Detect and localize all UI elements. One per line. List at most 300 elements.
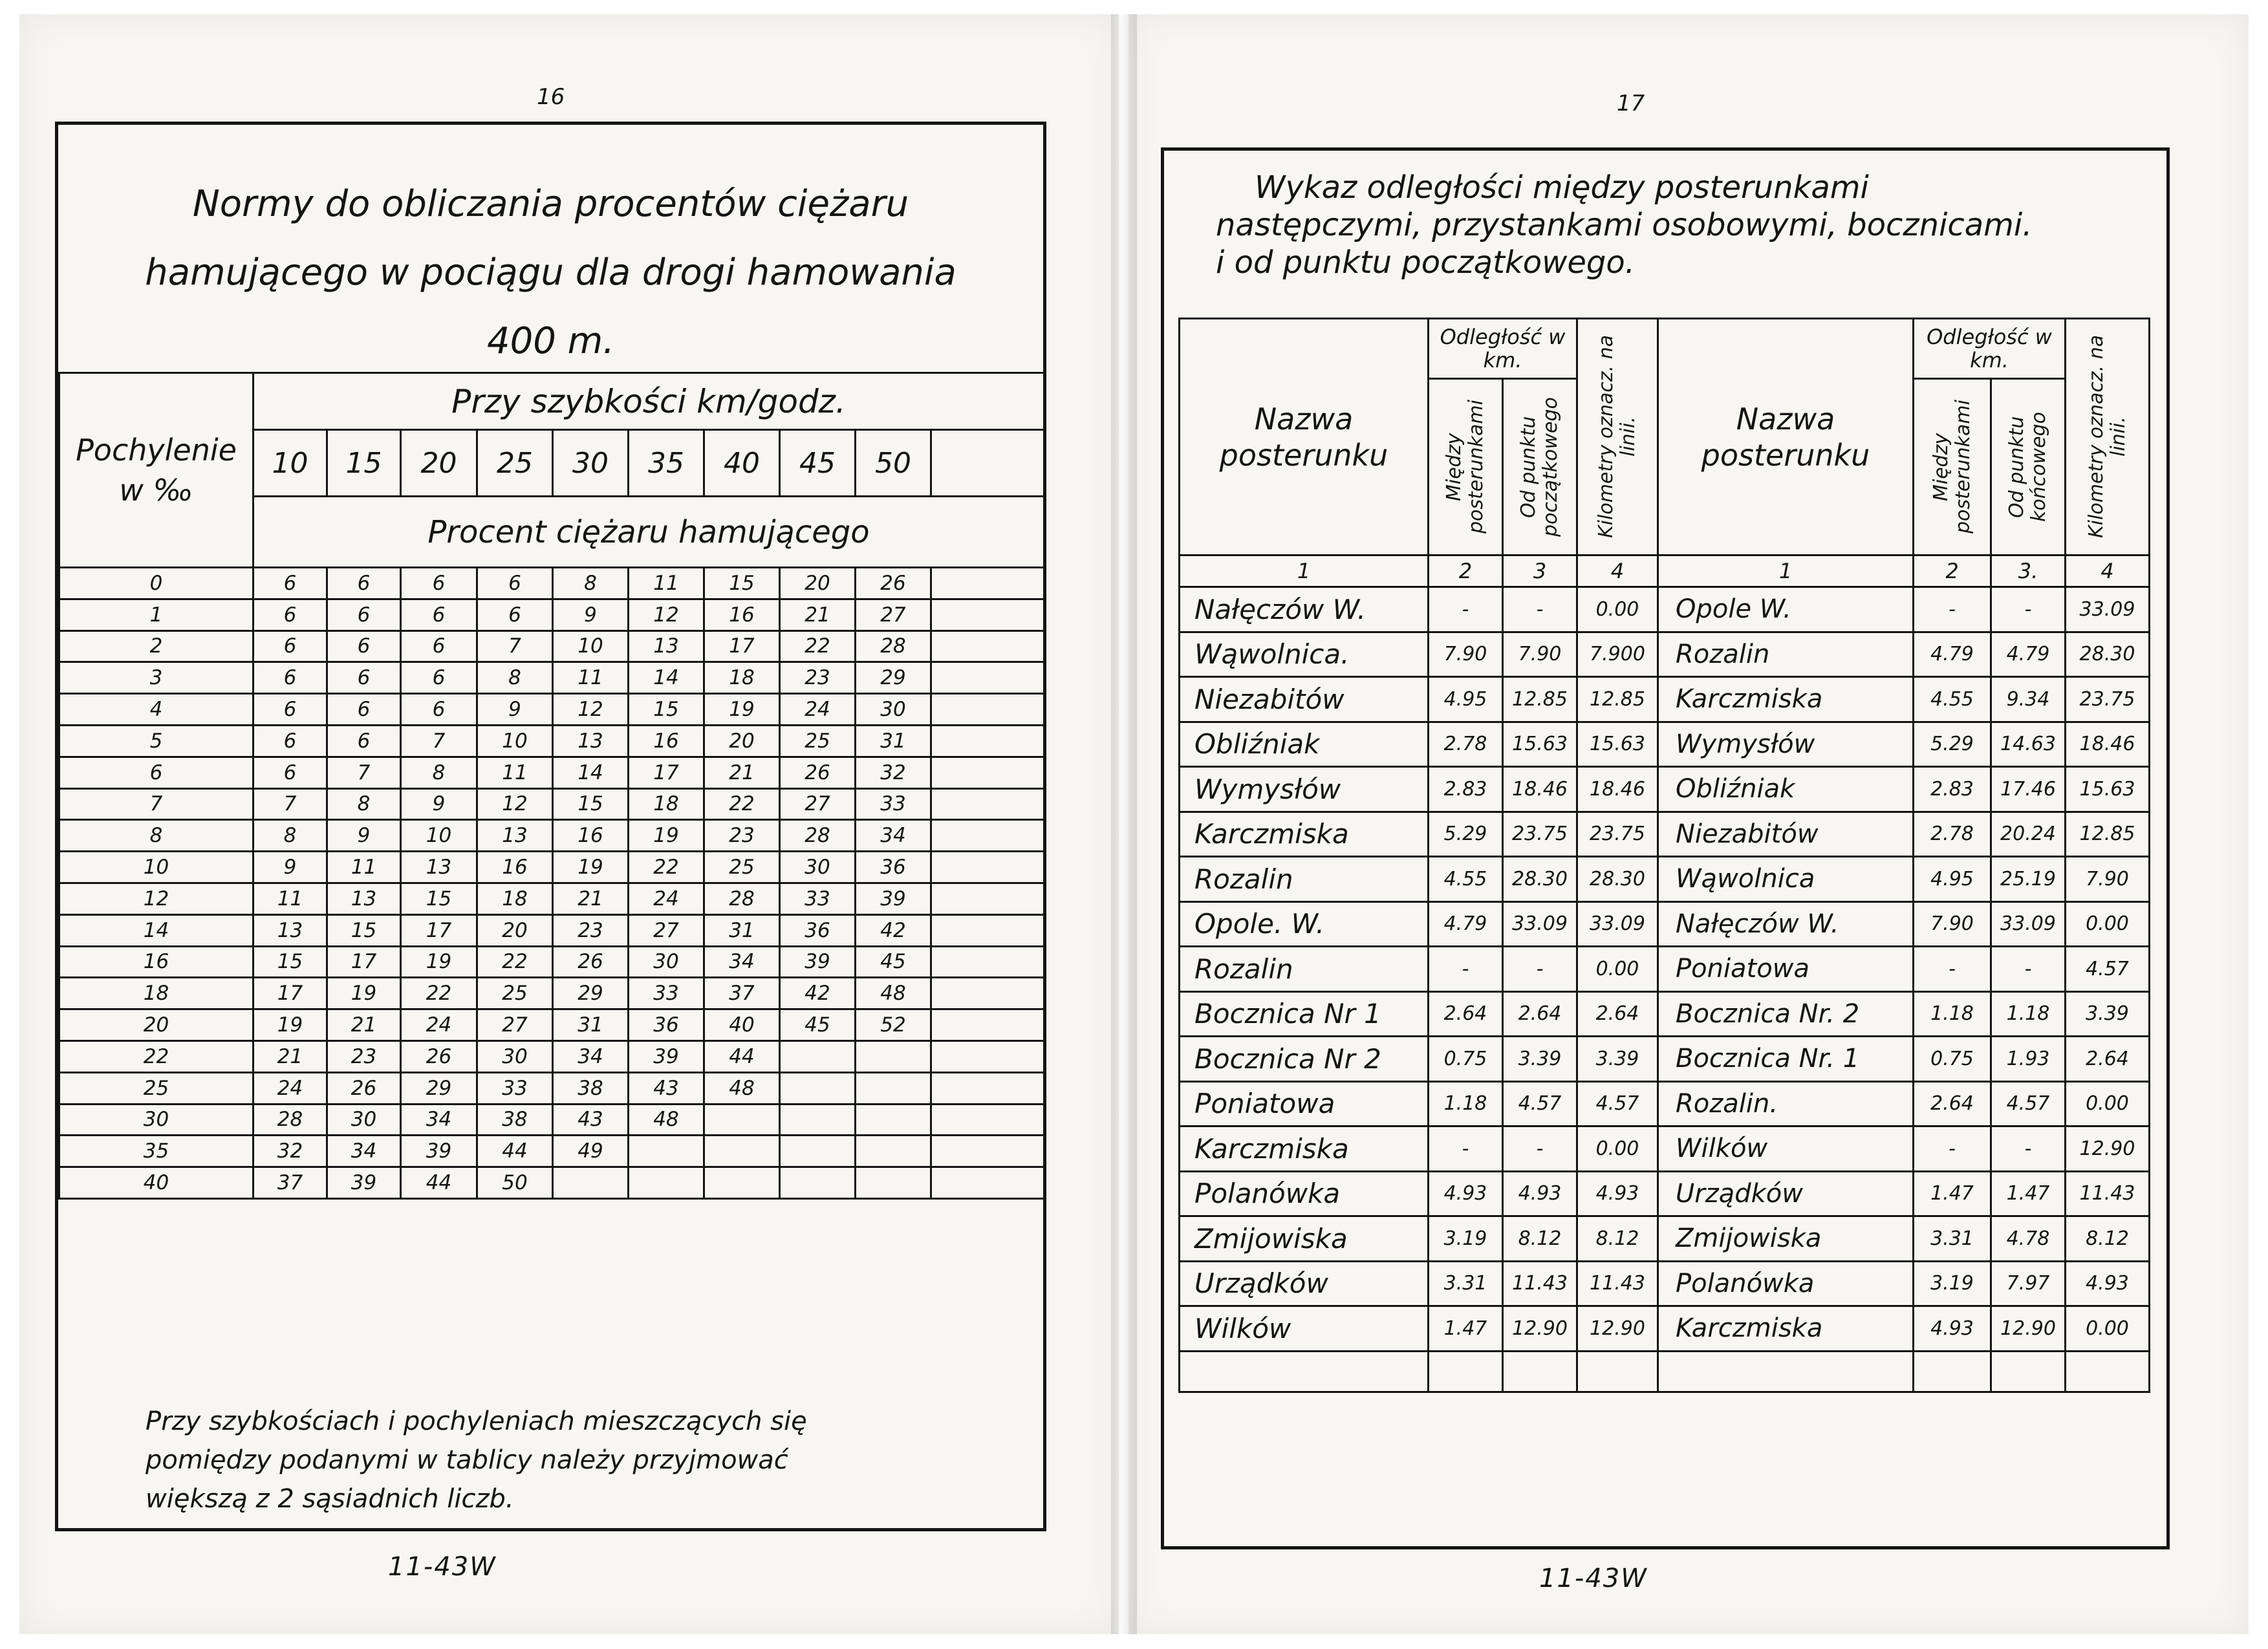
percent-cell: 8 xyxy=(553,568,629,599)
percent-cell: 32 xyxy=(254,1136,327,1167)
empty-cell xyxy=(931,788,1044,820)
percent-cell: 44 xyxy=(477,1136,553,1167)
percent-cell: 28 xyxy=(704,883,780,914)
distance-cell: 14.63 xyxy=(1991,722,2066,767)
percent-cell: 33 xyxy=(629,978,704,1009)
empty-cell xyxy=(931,978,1044,1009)
percent-cell xyxy=(780,1072,856,1104)
percent-cell: 33 xyxy=(856,788,931,820)
empty-cell xyxy=(1991,1351,2066,1392)
empty-cell xyxy=(931,1072,1044,1104)
percent-cell: 21 xyxy=(704,757,780,788)
braking-norms-title xyxy=(58,170,1043,376)
percent-cell xyxy=(780,1040,856,1072)
percent-cell: 34 xyxy=(327,1136,401,1167)
note-line-3: większą z 2 sąsiadnich liczb. xyxy=(146,1484,514,1514)
percent-cell: 45 xyxy=(780,1009,856,1041)
percent-cell xyxy=(856,1104,931,1136)
percent-cell xyxy=(856,1072,931,1104)
grade-cell: 25 xyxy=(59,1072,254,1104)
table-row xyxy=(59,1104,1044,1136)
colnum: 2 xyxy=(1914,555,1991,587)
percent-cell: 43 xyxy=(553,1104,629,1136)
distance-cell: 15.63 xyxy=(1503,722,1577,767)
percent-cell: 34 xyxy=(553,1040,629,1072)
percent-cell: 37 xyxy=(704,978,780,1009)
distance-cell: 2.64 xyxy=(1914,1081,1991,1126)
percent-cell: 34 xyxy=(704,946,780,978)
distance-cell: 0.00 xyxy=(2066,901,2150,947)
table-row xyxy=(59,883,1044,914)
distance-cell: - xyxy=(1503,587,1577,632)
empty-cell xyxy=(1658,1351,1914,1392)
grade-cell: 20 xyxy=(59,1009,254,1041)
percent-cell: 12 xyxy=(553,694,629,726)
distance-cell: - xyxy=(1429,947,1503,992)
percent-cell: 26 xyxy=(327,1072,401,1104)
percent-cell: 24 xyxy=(254,1072,327,1104)
colnum: 1 xyxy=(1658,555,1914,587)
distance-cell: 4.57 xyxy=(1503,1081,1577,1126)
distance-cell: 3.39 xyxy=(2066,991,2150,1037)
distance-cell: 12.90 xyxy=(2066,1126,2150,1172)
distance-cell: 15.63 xyxy=(1577,722,1658,767)
distance-cell: 28.30 xyxy=(1577,857,1658,902)
percent-cell: 17 xyxy=(254,978,327,1009)
distance-cell: 33.09 xyxy=(2066,587,2150,632)
grade-header: Pochylenie w ‰ xyxy=(59,373,254,568)
percent-cell xyxy=(780,1104,856,1136)
table-row xyxy=(59,568,1044,599)
station-name-cell: Polanówka xyxy=(1658,1261,1914,1306)
distance-cell: - xyxy=(1991,587,2066,632)
percent-cell: 6 xyxy=(254,630,327,662)
percent-cell: 10 xyxy=(477,725,553,757)
percent-cell: 19 xyxy=(401,946,477,978)
percent-cell: 39 xyxy=(629,1040,704,1072)
grade-cell: 40 xyxy=(59,1167,254,1199)
percent-cell: 13 xyxy=(629,630,704,662)
distance-cell: - xyxy=(1914,587,1991,632)
km-header-right: Kilometry oznacz. na linii. xyxy=(2066,319,2150,555)
table-row xyxy=(1180,767,2150,812)
distance-cell: 1.18 xyxy=(1429,1081,1503,1126)
percent-cell: 49 xyxy=(553,1136,629,1167)
percent-cell: 24 xyxy=(629,883,704,914)
percent-cell xyxy=(629,1167,704,1199)
percent-cell: 6 xyxy=(477,568,553,599)
percent-cell: 6 xyxy=(327,599,401,630)
station-name-cell: Poniatowa xyxy=(1658,947,1914,992)
distance-cell: 4.57 xyxy=(1577,1081,1658,1126)
percent-cell: 31 xyxy=(856,725,931,757)
speed-header: Przy szybkości km/godz. xyxy=(254,373,1044,430)
percent-cell xyxy=(704,1104,780,1136)
percent-cell: 13 xyxy=(477,820,553,852)
percent-cell: 20 xyxy=(477,914,553,946)
distance-cell: 23.75 xyxy=(1577,812,1658,857)
percent-cell: 6 xyxy=(254,725,327,757)
percent-cell: 17 xyxy=(327,946,401,978)
percent-cell: 9 xyxy=(401,788,477,820)
percent-cell: 31 xyxy=(553,1009,629,1041)
percent-cell: 8 xyxy=(477,662,553,694)
distance-cell: 8.12 xyxy=(1577,1216,1658,1262)
station-name-cell: Karczmiska xyxy=(1180,812,1429,857)
grade-cell: 35 xyxy=(59,1136,254,1167)
speed-cell: 50 xyxy=(856,430,931,497)
percent-cell: 8 xyxy=(254,820,327,852)
station-name-cell: Obliźniak xyxy=(1180,722,1429,767)
empty-cell xyxy=(931,725,1044,757)
grade-cell: 10 xyxy=(59,852,254,883)
footer-code-left: 11-43W xyxy=(388,1552,497,1582)
distance-cell: 33.09 xyxy=(1577,901,1658,947)
percent-cell: 48 xyxy=(704,1072,780,1104)
grade-cell: 3 xyxy=(59,662,254,694)
percent-cell: 23 xyxy=(704,820,780,852)
percent-cell: 20 xyxy=(704,725,780,757)
station-name-cell: Niezabitów xyxy=(1180,677,1429,722)
percent-cell: 8 xyxy=(401,757,477,788)
table-row xyxy=(1180,1306,2150,1352)
percent-cell: 23 xyxy=(553,914,629,946)
table-row xyxy=(59,788,1044,820)
station-name-cell: Nałęczów W. xyxy=(1658,901,1914,947)
percent-cell: 12 xyxy=(629,599,704,630)
percent-cell: 50 xyxy=(477,1167,553,1199)
percent-cell: 45 xyxy=(856,946,931,978)
distance-cell: 1.93 xyxy=(1991,1037,2066,1082)
station-name-cell: Polanówka xyxy=(1180,1171,1429,1216)
table-row xyxy=(1180,812,2150,857)
percent-cell: 9 xyxy=(327,820,401,852)
percent-cell: 27 xyxy=(477,1009,553,1041)
name-header-left: Nazwa posterunku xyxy=(1180,319,1429,555)
empty-cell xyxy=(931,662,1044,694)
distance-cell: 0.00 xyxy=(2066,1306,2150,1352)
percent-cell: 52 xyxy=(856,1009,931,1041)
table-row xyxy=(1180,632,2150,677)
distance-cell: 3.39 xyxy=(1577,1037,1658,1082)
distance-cell: 15.63 xyxy=(2066,767,2150,812)
percent-cell: 38 xyxy=(553,1072,629,1104)
percent-cell: 16 xyxy=(553,820,629,852)
table-row xyxy=(59,1136,1044,1167)
empty-cell xyxy=(931,1104,1044,1136)
station-name-cell: Urządków xyxy=(1658,1171,1914,1216)
table-row xyxy=(59,978,1044,1009)
grade-cell: 7 xyxy=(59,788,254,820)
percent-cell: 19 xyxy=(327,978,401,1009)
distance-cell: 12.85 xyxy=(1503,677,1577,722)
percent-cell: 21 xyxy=(553,883,629,914)
distance-cell: - xyxy=(1991,947,2066,992)
empty-cell xyxy=(931,630,1044,662)
colnum: 3 xyxy=(1503,555,1577,587)
table-row xyxy=(1180,1126,2150,1172)
table-row xyxy=(1180,1261,2150,1306)
distance-cell: 0.00 xyxy=(1577,587,1658,632)
distance-cell: 2.64 xyxy=(2066,1037,2150,1082)
percent-cell: 32 xyxy=(856,757,931,788)
percent-cell: 8 xyxy=(327,788,401,820)
percent-cell: 13 xyxy=(254,914,327,946)
percent-cell: 16 xyxy=(629,725,704,757)
percent-cell: 6 xyxy=(401,662,477,694)
percent-cell: 33 xyxy=(780,883,856,914)
speed-cell: 10 xyxy=(254,430,327,497)
colnum: 2 xyxy=(1429,555,1503,587)
distance-cell: 8.12 xyxy=(2066,1216,2150,1262)
distance-list-frame xyxy=(1161,147,2170,1549)
percent-cell: 27 xyxy=(780,788,856,820)
empty-cell xyxy=(931,568,1044,599)
station-name-cell: Opole. W. xyxy=(1180,901,1429,947)
table-row xyxy=(59,946,1044,978)
distance-cell: 1.47 xyxy=(1991,1171,2066,1216)
distance-cell: 11.43 xyxy=(2066,1171,2150,1216)
percent-cell: 28 xyxy=(856,630,931,662)
percent-cell: 14 xyxy=(553,757,629,788)
distance-cell: 7.90 xyxy=(1914,901,1991,947)
station-name-cell: Karczmiska xyxy=(1658,1306,1914,1352)
percent-cell: 6 xyxy=(254,599,327,630)
distance-cell: 11.43 xyxy=(1503,1261,1577,1306)
percent-cell: 6 xyxy=(327,694,401,726)
percent-cell: 15 xyxy=(704,568,780,599)
grade-cell: 12 xyxy=(59,883,254,914)
station-name-cell: Bocznica Nr 1 xyxy=(1180,991,1429,1037)
distance-cell: 28.30 xyxy=(2066,632,2150,677)
station-name-cell: Bocznica Nr. 2 xyxy=(1658,991,1914,1037)
distance-cell: 3.19 xyxy=(1429,1216,1503,1262)
percent-cell xyxy=(629,1136,704,1167)
note-line-2: pomiędzy podanymi w tablicy należy przyjmować xyxy=(146,1445,788,1475)
percent-cell: 44 xyxy=(401,1167,477,1199)
grade-cell: 0 xyxy=(59,568,254,599)
distance-cell: 12.90 xyxy=(1991,1306,2066,1352)
distance-cell: - xyxy=(1429,1126,1503,1172)
footer-code-right: 11-43W xyxy=(1539,1564,1648,1593)
distance-cell: 18.46 xyxy=(2066,722,2150,767)
grade-cell: 18 xyxy=(59,978,254,1009)
empty-cell xyxy=(931,1009,1044,1041)
percent-cell: 29 xyxy=(856,662,931,694)
percent-cell: 26 xyxy=(856,568,931,599)
distance-cell: 28.30 xyxy=(1503,857,1577,902)
percent-cell: 6 xyxy=(401,599,477,630)
percent-cell: 43 xyxy=(629,1072,704,1104)
title-line-3: 400 m. xyxy=(486,320,615,362)
station-name-cell: Rozalin xyxy=(1658,632,1914,677)
empty-cell xyxy=(1503,1351,1577,1392)
station-name-cell: Karczmiska xyxy=(1180,1126,1429,1172)
table-row xyxy=(59,1072,1044,1104)
percent-cell: 34 xyxy=(856,820,931,852)
table-row xyxy=(1180,1081,2150,1126)
percent-cell: 37 xyxy=(254,1167,327,1199)
percent-cell xyxy=(856,1040,931,1072)
distance-table-body xyxy=(1180,587,2150,1392)
table-row xyxy=(59,630,1044,662)
distance-cell: 12.85 xyxy=(2066,812,2150,857)
station-name-cell: Bocznica Nr. 1 xyxy=(1658,1037,1914,1082)
distance-cell: 4.78 xyxy=(1991,1216,2066,1262)
percent-cell: 11 xyxy=(553,662,629,694)
distance-cell: 4.93 xyxy=(1914,1306,1991,1352)
distance-cell: 23.75 xyxy=(2066,677,2150,722)
distance-cell: 9.34 xyxy=(1991,677,2066,722)
colnum: 1 xyxy=(1180,555,1429,587)
percent-cell: 26 xyxy=(780,757,856,788)
table-row xyxy=(59,852,1044,883)
percent-cell: 19 xyxy=(704,694,780,726)
empty-cell xyxy=(931,430,1044,497)
distance-table xyxy=(1178,318,2150,1393)
percent-cell: 6 xyxy=(327,568,401,599)
percent-cell: 22 xyxy=(780,630,856,662)
distance-cell: 4.57 xyxy=(2066,947,2150,992)
empty-cell xyxy=(931,757,1044,788)
percent-cell: 17 xyxy=(401,914,477,946)
distance-cell: 4.79 xyxy=(1429,901,1503,947)
percent-cell: 6 xyxy=(401,630,477,662)
percent-cell: 22 xyxy=(477,946,553,978)
percent-cell: 14 xyxy=(629,662,704,694)
percent-cell: 39 xyxy=(401,1136,477,1167)
percent-cell: 20 xyxy=(780,568,856,599)
grade-cell: 14 xyxy=(59,914,254,946)
title-line-1: Wykaz odległości między posterunkami xyxy=(1255,169,1869,206)
title-line-2: następczymi, przystankami osobowymi, bocznicami. xyxy=(1216,207,2033,243)
percent-cell: 25 xyxy=(780,725,856,757)
percent-cell: 7 xyxy=(254,788,327,820)
distance-cell: 4.93 xyxy=(2066,1261,2150,1306)
distance-cell: 5.29 xyxy=(1429,812,1503,857)
table-row xyxy=(59,1009,1044,1041)
table-row xyxy=(1180,722,2150,767)
distance-cell: 11.43 xyxy=(1577,1261,1658,1306)
percent-cell: 27 xyxy=(629,914,704,946)
distance-cell: 3.31 xyxy=(1429,1261,1503,1306)
grade-cell: 1 xyxy=(59,599,254,630)
percent-cell xyxy=(856,1136,931,1167)
grade-cell: 8 xyxy=(59,820,254,852)
distance-cell: 2.64 xyxy=(1429,991,1503,1037)
station-name-cell: Nałęczów W. xyxy=(1180,587,1429,632)
empty-cell xyxy=(931,852,1044,883)
station-name-cell: Wąwolnica. xyxy=(1180,632,1429,677)
distance-cell: 2.64 xyxy=(1503,991,1577,1037)
percent-cell: 19 xyxy=(254,1009,327,1041)
distance-cell: 4.93 xyxy=(1429,1171,1503,1216)
percent-cell: 17 xyxy=(704,630,780,662)
station-name-cell: Obliźniak xyxy=(1658,767,1914,812)
percent-cell: 6 xyxy=(401,568,477,599)
distance-cell: 2.83 xyxy=(1429,767,1503,812)
percent-cell: 39 xyxy=(856,883,931,914)
percent-cell: 33 xyxy=(477,1072,553,1104)
distance-cell: 18.46 xyxy=(1503,767,1577,812)
empty-cell xyxy=(1577,1351,1658,1392)
percent-cell: 23 xyxy=(327,1040,401,1072)
table-row xyxy=(1180,947,2150,992)
percent-cell: 18 xyxy=(477,883,553,914)
distance-cell: 1.18 xyxy=(1991,991,2066,1037)
braking-norms-table xyxy=(58,372,1045,1200)
table-row xyxy=(59,694,1044,726)
distance-cell: 4.93 xyxy=(1503,1171,1577,1216)
percent-cell: 39 xyxy=(780,946,856,978)
table-row xyxy=(59,820,1044,852)
table-row xyxy=(59,599,1044,630)
distance-cell: 0.75 xyxy=(1429,1037,1503,1082)
station-name-cell: Wilków xyxy=(1658,1126,1914,1172)
braking-norms-frame xyxy=(55,122,1046,1531)
percent-cell: 42 xyxy=(856,914,931,946)
station-name-cell: Poniatowa xyxy=(1180,1081,1429,1126)
distance-cell: 18.46 xyxy=(1577,767,1658,812)
speed-cell: 40 xyxy=(704,430,780,497)
station-name-cell: Bocznica Nr 2 xyxy=(1180,1037,1429,1082)
empty-cell xyxy=(1914,1351,1991,1392)
colnum: 4 xyxy=(2066,555,2150,587)
km-header-left: Kilometry oznacz. na linii. xyxy=(1577,319,1658,555)
speed-cell: 25 xyxy=(477,430,553,497)
distance-cell: - xyxy=(1991,1126,2066,1172)
colnum: 4 xyxy=(1577,555,1658,587)
distance-cell: 4.95 xyxy=(1914,857,1991,902)
colnum: 3. xyxy=(1991,555,2066,587)
station-name-cell: Rozalin xyxy=(1180,947,1429,992)
distance-cell: 1.18 xyxy=(1914,991,1991,1037)
percent-cell: 30 xyxy=(629,946,704,978)
station-name-cell: Wymysłów xyxy=(1658,722,1914,767)
empty-cell xyxy=(2066,1351,2150,1392)
station-name-cell: Rozalin xyxy=(1180,857,1429,902)
percent-cell: 13 xyxy=(401,852,477,883)
empty-cell xyxy=(931,694,1044,726)
percent-cell: 10 xyxy=(553,630,629,662)
percent-cell: 7 xyxy=(327,757,401,788)
distance-cell: 20.24 xyxy=(1991,812,2066,857)
percent-cell: 17 xyxy=(629,757,704,788)
distance-cell: - xyxy=(1914,1126,1991,1172)
empty-cell xyxy=(931,820,1044,852)
percent-cell: 21 xyxy=(780,599,856,630)
distance-cell: 0.00 xyxy=(1577,947,1658,992)
distance-cell: 4.93 xyxy=(1577,1171,1658,1216)
distance-cell: 0.00 xyxy=(2066,1081,2150,1126)
distance-cell: 8.12 xyxy=(1503,1216,1577,1262)
percent-cell: 15 xyxy=(629,694,704,726)
distance-cell: 3.31 xyxy=(1914,1216,1991,1262)
empty-cell xyxy=(931,1040,1044,1072)
distance-cell: 4.55 xyxy=(1429,857,1503,902)
percent-cell: 36 xyxy=(780,914,856,946)
distance-cell: 2.78 xyxy=(1914,812,1991,857)
table-row xyxy=(59,914,1044,946)
percent-cell: 13 xyxy=(553,725,629,757)
percent-cell: 16 xyxy=(477,852,553,883)
distance-cell: 7.900 xyxy=(1577,632,1658,677)
percent-cell: 22 xyxy=(704,788,780,820)
percent-cell: 9 xyxy=(553,599,629,630)
title-line-1: Normy do obliczania procentów ciężaru xyxy=(192,183,909,225)
distance-cell: 33.09 xyxy=(1991,901,2066,947)
empty-cell xyxy=(931,946,1044,978)
